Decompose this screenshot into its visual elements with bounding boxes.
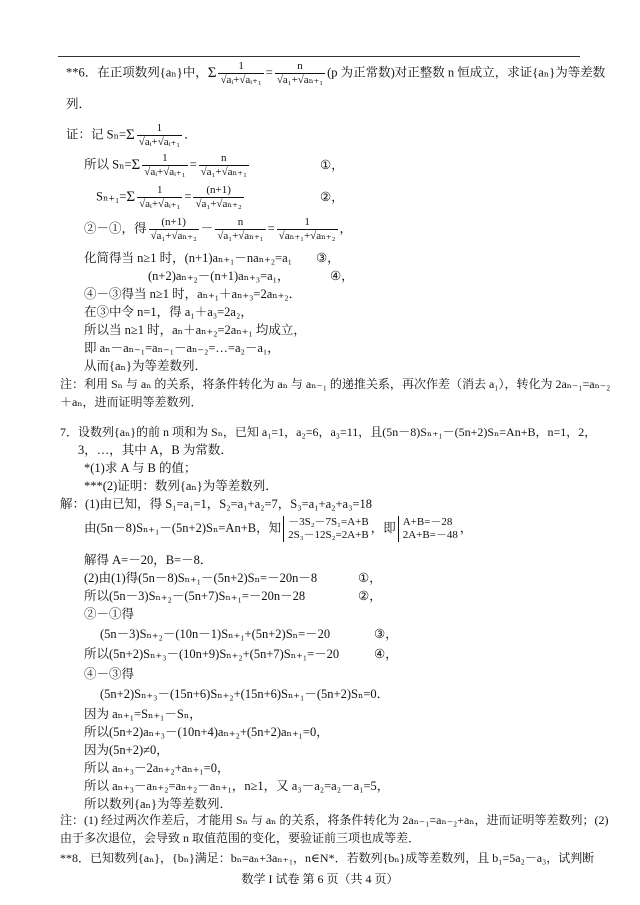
sum-sign-icon: Σ (207, 65, 217, 81)
q8-statement: **8．已知数列{aₙ}，{bₙ}满足：bₙ=aₙ+3aₙ₊₁，n∈N*．若数列{bₙ}成等差数列，且 b₁=5a₂－a₃，试判断 (60, 851, 595, 865)
page-footer: 数学 I 试卷 第 6 页（共 4 页） (241, 872, 399, 886)
eq-tag: ②， (358, 589, 382, 603)
q7-note: 注：(1) 经过两次作差后，才能用 Sₙ 与 aₙ 的关系，将条件转化为 2aₙ₋₁=aₙ₋₂+aₙ，进而证明等差数列；(2) (60, 813, 609, 827)
q7-line: 所以 aₙ₊₃－2aₙ₊₂+aₙ₊₁=0， (84, 761, 230, 775)
eq-tag: ④， (374, 647, 398, 661)
q6-proof-head: 证：记 Sₙ=Σ $\frac{1}{\text{√aᵢ+√aᵢ₊₁}}$ ． (66, 122, 197, 148)
q7-line: 所以数列{aₙ}为等差数列． (84, 797, 232, 811)
q6-eq-2: Sₙ₊₁=Σ $\frac{1}{\text{√aᵢ+√aᵢ₊₁}}$ = $\frac{(n+1)}{\text{√a₁+√aₙ₊₂}}$ (96, 184, 242, 210)
q6-line: 所以当 n≥1 时，aₙ＋aₙ₊₂=2aₙ₊₁ 均成立， (84, 323, 306, 337)
brace-system: A+B=－28 2A+B=－48 (398, 516, 458, 542)
fraction: $\frac{n}{\text{√a₁+√aₙ₊₁}}$ (276, 60, 324, 86)
eq-tag: ③， (316, 251, 340, 265)
fraction: $\frac{(n+1)}{\text{√a₁+√aₙ₊₂}}$ (150, 216, 197, 242)
q7-line: 所以(5n+2)Sₙ₊₃－(10n+9)Sₙ₊₂+(5n+7)Sₙ₊₁=－20 (84, 647, 340, 661)
brace-system: －3S₂－7S₁=A+B 2S₃－12S₂=2A+B (283, 516, 369, 542)
q6-statement: **6．在正项数列{aₙ}中，Σ $\frac{1}{\text{√aᵢ+√aᵢ₊₁}}$ = $\frac{n}{\text{√a₁+√aₙ₊₁}}$ (p 为正常数)对正整数 n 恒成立，求证{aₙ}为等差数 (66, 60, 606, 86)
q7-statement: 7．设数列{aₙ}的前 n 项和为 Sₙ，已知 a₁=1，a₂=6，a₃=11，且(5n－8)Sₙ₊₁－(5n+2)Sₙ=An+B，n=1，2， (60, 425, 597, 439)
header-rule (58, 56, 580, 57)
q6-line: (n+2)aₙ₊₂－(n+1)aₙ₊₃=a₁， (148, 269, 290, 283)
q6-line: 在③中令 n=1，得 a₁＋a₃=2a₂， (84, 305, 253, 319)
q6-note: 注：利用 Sₙ 与 aₙ 的关系，将条件转化为 aₙ 与 aₙ₋₁ 的递推关系，再次作差（消去 a₁），转化为 2aₙ₋₁=aₙ₋₂ (60, 377, 611, 391)
fraction: $\frac{1}{\text{√aᵢ+√aᵢ₊₁}}$ (139, 184, 181, 210)
q7-line: 因为(5n+2)≠0， (84, 743, 169, 757)
sum-sign-icon: Σ (126, 189, 136, 205)
q7-line: (2)由(1)得(5n－8)Sₙ₊₁－(5n+2)Sₙ=－20n－8 (84, 571, 318, 585)
fraction: $\frac{n}{\text{√a₁+√aₙ₊₁}}$ (200, 152, 247, 178)
fraction: $\frac{1}{\text{√aᵢ+√aᵢ₊₁}}$ (138, 122, 181, 148)
eq-tag: ①， (320, 158, 344, 172)
q6-eq-1: 所以 Sₙ=Σ $\frac{1}{\text{√aᵢ+√aᵢ₊₁}}$ = $\frac{n}{\text{√a₁+√aₙ₊₁}}$ (84, 152, 247, 178)
fraction: $\frac{1}{\text{√aₙ₊₁+√aₙ₊₂}}$ (278, 216, 336, 242)
fraction: $\frac{1}{\text{√aᵢ+√aᵢ₊₁}}$ (220, 60, 262, 86)
q7-statement: 3，…，其中 A，B 为常数． (78, 443, 233, 457)
q7-line: 解得 A=－20，B=－8． (84, 553, 213, 567)
q7-system: 由(5n－8)Sₙ₊₁－(5n+2)Sₙ=An+B，知 －3S₂－7S₁=A+B 2S₃－12S₂=2A+B ，即 A+B=－28 2A+B=－48 ， (84, 516, 473, 541)
q7-line: ②－①得 (84, 607, 135, 621)
q6-statement-cont: 列． (66, 97, 92, 111)
q7-solution: 解：(1)由已知，得 S₁=a₁=1，S₂=a₁+a₂=7，S₃=a₁+a₂+a₃=18 (60, 497, 373, 511)
eq-tag: ③， (374, 627, 398, 641)
q6-note: ＋aₙ，进而证明等差数列． (60, 395, 203, 409)
q6-line: 即 aₙ－aₙ₋₁=aₙ₋₁－aₙ₋₂=…=a₂－a₁， (84, 341, 280, 355)
q7-line: (5n+2)Sₙ₊₃－(15n+6)Sₙ₊₂+(15n+6)Sₙ₊₁－(5n+2)Sₙ=0． (100, 687, 390, 701)
sum-sign-icon: Σ (131, 157, 141, 173)
q7-line: ④－③得 (84, 667, 135, 681)
q6-eq-3: ②－①，得 $\frac{(n+1)}{\text{√a₁+√aₙ₊₂}}$ － $\frac{n}{\text{√a₁+√aₙ₊₁}}$ = $\frac{1}{\text{√aₙ₊₁+√aₙ₊₂}}$ ， (84, 216, 353, 242)
q7-line: 所以 aₙ₊₃－aₙ₊₂=aₙ₊₂－aₙ₊₁，n≥1，又 a₃－a₂=a₂－a₁=5， (84, 779, 390, 793)
q6-line: 化简得当 n≥1 时，(n+1)aₙ₊₁－naₙ₊₂=a₁ (84, 251, 293, 265)
q6-line: ④－③得当 n≥1 时，aₙ₊₁＋aₙ₊₃=2aₙ₊₂． (84, 287, 302, 301)
eq-tag: ①， (358, 571, 382, 585)
q7-line: 所以(5n+2)aₙ₊₃－(10n+4)aₙ₊₂+(5n+2)aₙ₊₁=0， (84, 725, 329, 739)
q7-part-1: *(1)求 A 与 B 的值； (84, 461, 197, 475)
eq-tag: ④， (330, 269, 354, 283)
q7-part-2: ***(2)证明：数列{aₙ}为等差数列． (84, 479, 278, 493)
q7-line: (5n－3)Sₙ₊₂－(10n－1)Sₙ₊₁+(5n+2)Sₙ=－20 (100, 627, 331, 641)
eq-tag: ②， (320, 190, 344, 204)
fraction: $\frac{n}{\text{√a₁+√aₙ₊₁}}$ (217, 216, 264, 242)
q7-line: 所以(5n－3)Sₙ₊₂－(5n+7)Sₙ₊₁=－20n－28 (84, 589, 306, 603)
q7-note: 由于多次退位，会导致 n 取值范围的变化，要验证前三项也成等差． (60, 831, 421, 845)
fraction: $\frac{(n+1)}{\text{√a₁+√aₙ₊₂}}$ (195, 184, 242, 210)
sum-sign-icon: Σ (126, 127, 135, 143)
q6-line: 从而{aₙ}为等差数列． (84, 359, 207, 373)
q7-line: 因为 aₙ₊₁=Sₙ₊₁－Sₙ， (84, 707, 202, 721)
fraction: $\frac{1}{\text{√aᵢ+√aᵢ₊₁}}$ (144, 152, 186, 178)
